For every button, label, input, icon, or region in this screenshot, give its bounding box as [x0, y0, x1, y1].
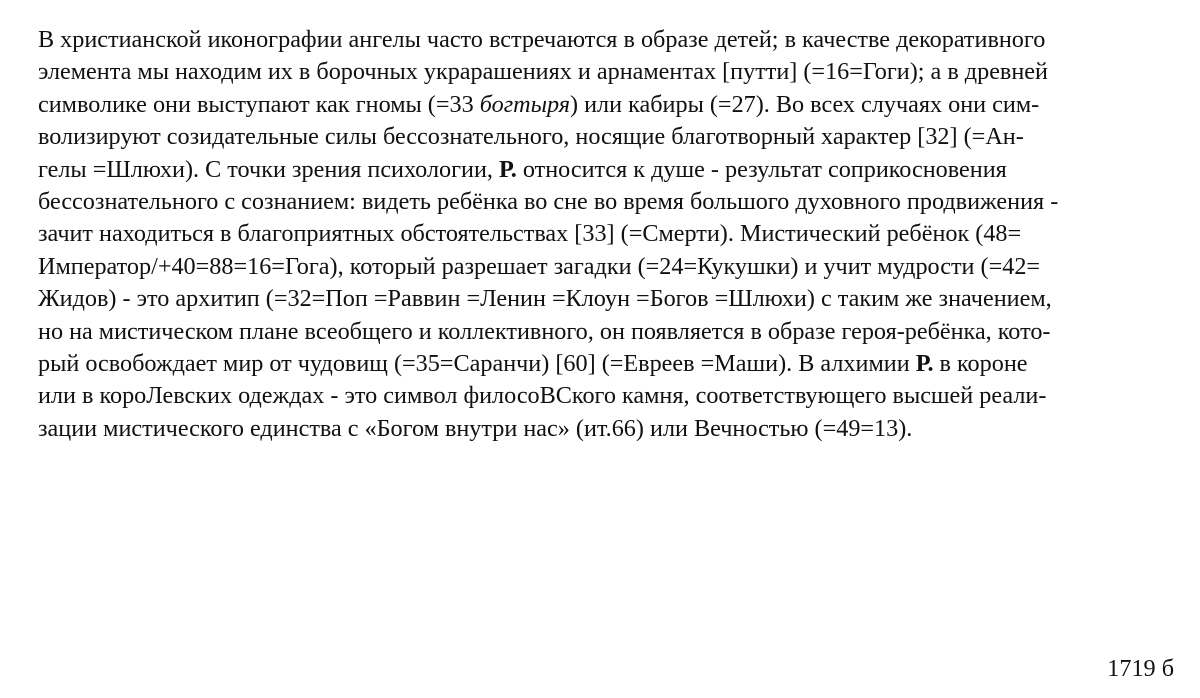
text-run: Жидов) - это архитип (=32=Поп =Раввин =Ленин =Клоун =Богов =Шлюхи) с таким же значением, [38, 285, 1052, 313]
text-line [38, 89, 1178, 121]
text-run: гелы =Шлюхи). С точки зрения психологии, [38, 155, 500, 183]
text-line [38, 380, 1178, 412]
body-paragraph [38, 24, 1178, 445]
text-run: зачит находиться в благоприятных обстоятельствах [33] (=Смерти). Мистический ребёнок (48= [38, 220, 1022, 248]
text-run: но на мистическом плане всеобщего и коллективного, он появляется в образе героя-ребёнка, кото- [38, 317, 1051, 345]
text-line [38, 283, 1178, 315]
text-line [38, 186, 1178, 218]
text-run: элемента мы находим их в борочных украрашениях и арнаментах [путти] (=16=Гоги); а в древней [38, 58, 1048, 86]
text-run: рый освобождает мир от чудовищ (=35=Саранчи) [60] (=Евреев =Маши). В алхимии [38, 350, 916, 378]
text-line [38, 121, 1178, 153]
text-run: Император/+40=88=16=Гога), который разрешает загадки (=24=Кукушки) и учит мудрости (=42= [38, 252, 1041, 280]
text-run: В христианской иконографии ангелы часто встречаются в образе детей; в качестве декоративного [38, 26, 1046, 53]
text-line [38, 218, 1178, 250]
text-run: относится к душе - результат соприкосновения [516, 155, 1007, 183]
text-line [38, 316, 1178, 348]
text-line [38, 413, 1178, 445]
text-run: ) или кабиры (=27). Во всех случаях они сим- [570, 90, 1040, 118]
page-number: 1719 б [1107, 655, 1174, 682]
text-run: бессознательного с сознанием: видеть ребёнка во сне во время большого духовного продвижения - [38, 188, 1059, 216]
text-run: волизируют созидательные силы бессознательного, носящие благотворный характер [32] (=Ан- [38, 123, 1024, 151]
text-line [38, 348, 1178, 380]
text-line [38, 154, 1178, 186]
text-line [38, 251, 1178, 283]
bold-text: Р. [915, 350, 934, 378]
bold-text: Р. [499, 155, 517, 183]
italic-text: богтыря [479, 90, 570, 118]
text-line [38, 24, 1178, 56]
text-run: зации мистического единства с «Богом внутри нас» (ит.66) или Вечностью (=49=13). [38, 414, 913, 442]
text-run: или в короЛевских одеждах - это символ филосоВСкого камня, соответствующего высшей реали- [38, 382, 1047, 410]
text-run: в короне [933, 350, 1028, 378]
text-line [38, 56, 1178, 88]
text-run: символике они выступают как гномы (=33 [38, 90, 480, 118]
